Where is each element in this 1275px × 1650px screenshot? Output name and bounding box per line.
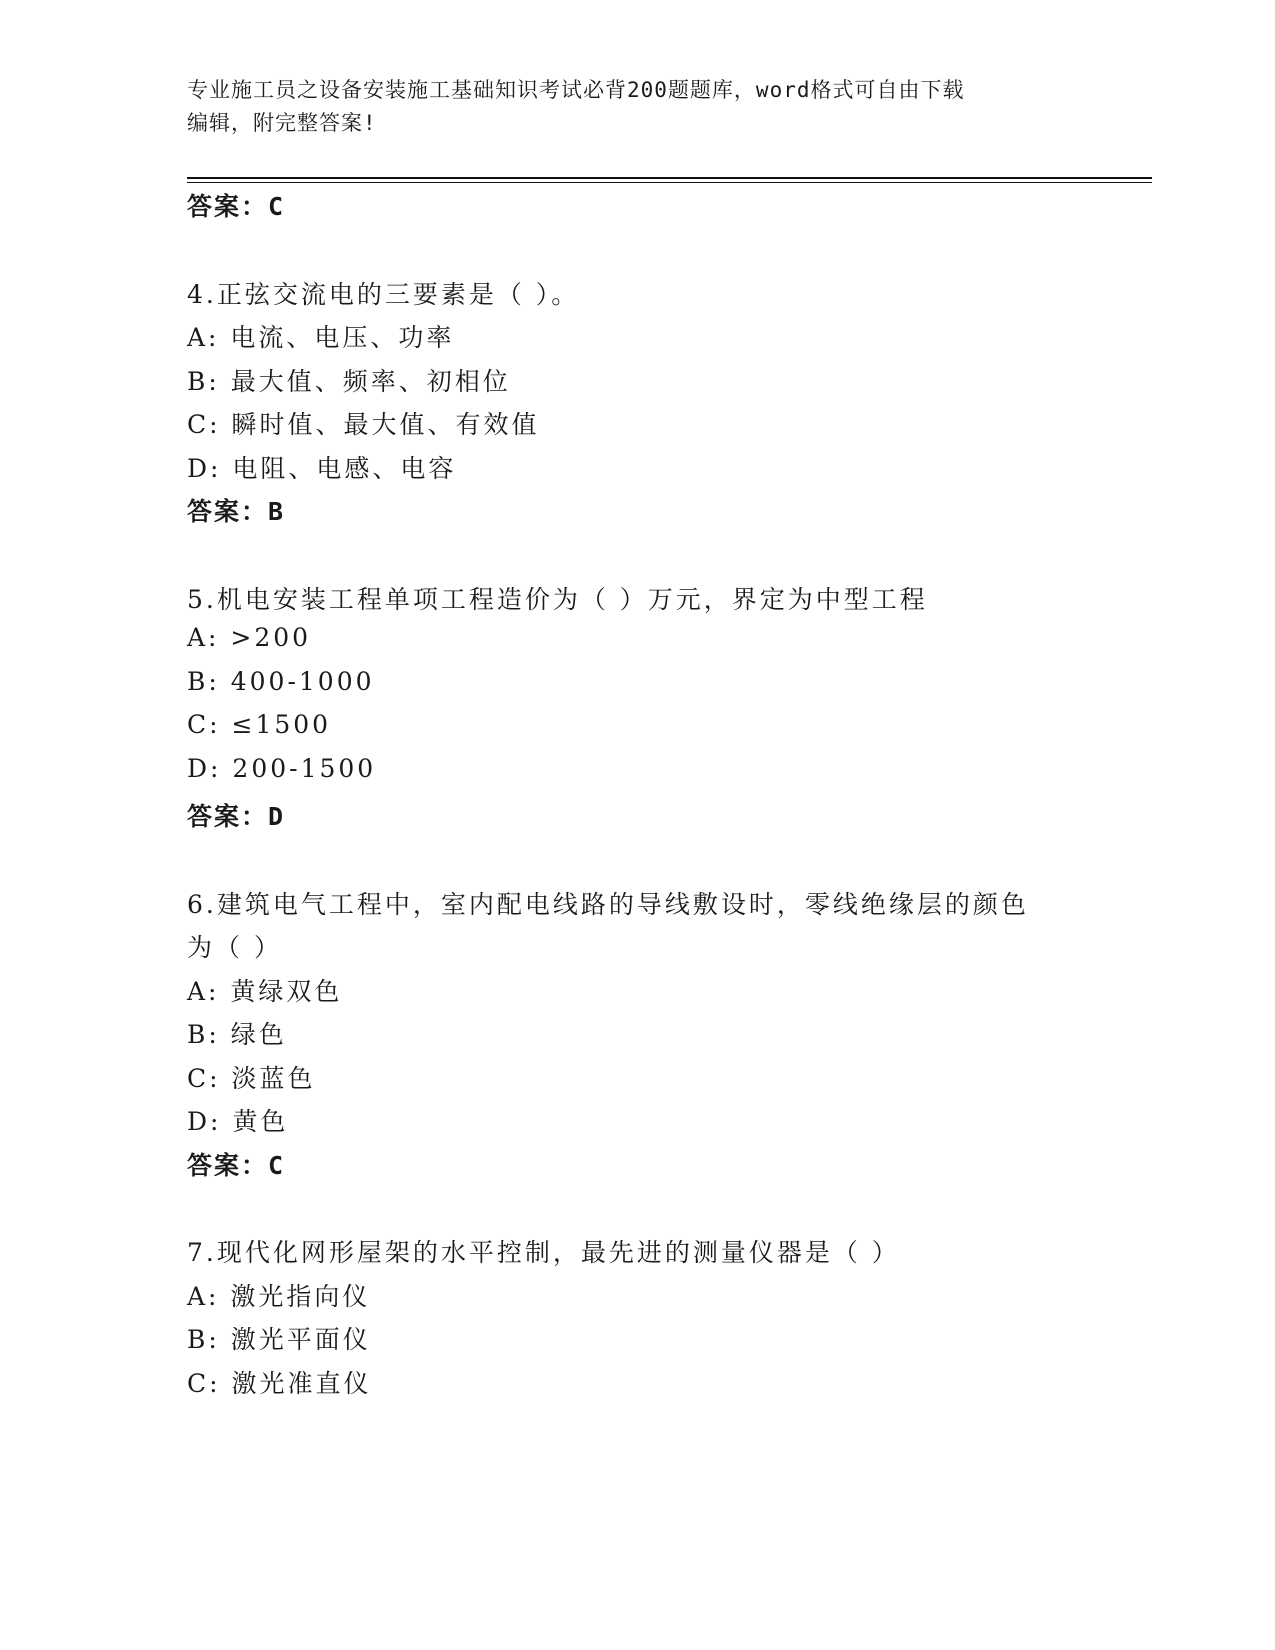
question-5-stem: 5.机电安装工程单项工程造价为（ ）万元，界定为中型工程: [187, 585, 928, 614]
question-4-stem: 4.正弦交流电的三要素是（ ）。: [187, 280, 580, 309]
question-7-option-b: B: 激光平面仪: [187, 1325, 371, 1354]
question-5-answer: 答案：D: [187, 802, 286, 831]
question-6-option-b: B: 绿色: [187, 1020, 287, 1049]
question-7-stem: 7.现代化网形屋架的水平控制，最先进的测量仪器是（ ）: [187, 1238, 900, 1267]
question-5-option-b: B: 400-1000: [187, 667, 375, 696]
question-6-stem-line-1: 6.建筑电气工程中，室内配电线路的导线敷设时，零线绝缘层的颜色: [187, 890, 1029, 919]
question-6-option-a: A: 黄绿双色: [187, 977, 343, 1006]
question-7-option-a: A: 激光指向仪: [187, 1282, 371, 1311]
header-divider: [187, 177, 1152, 179]
document-header: [187, 74, 1087, 140]
question-6-option-c: C: 淡蓝色: [187, 1064, 316, 1093]
question-4-option-b: B: 最大值、频率、初相位: [187, 367, 511, 396]
question-5-option-a: A: >200: [187, 623, 312, 652]
question-6-option-d: D: 黄色: [187, 1107, 289, 1136]
question-6-stem-line-2: 为（ ）: [187, 933, 282, 962]
header-line-1: 专业施工员之设备安装施工基础知识考试必背200题题库，word格式可自由下载: [187, 78, 965, 102]
question-7-option-c: C: 激光准直仪: [187, 1369, 372, 1398]
question-5-option-d: D: 200-1500: [187, 754, 377, 783]
answer-prev: 答案：C: [187, 192, 286, 221]
header-divider-thin: [187, 182, 1152, 183]
question-6-answer: 答案：C: [187, 1151, 286, 1180]
question-4-option-d: D: 电阻、电感、电容: [187, 454, 457, 483]
question-4-answer: 答案：B: [187, 497, 286, 526]
question-5-option-c: C: ≤1500: [187, 710, 332, 739]
header-line-2: 编辑，附完整答案!: [187, 111, 377, 135]
question-4-option-a: A: 电流、电压、功率: [187, 323, 455, 352]
question-4-option-c: C: 瞬时值、最大值、有效值: [187, 410, 540, 439]
